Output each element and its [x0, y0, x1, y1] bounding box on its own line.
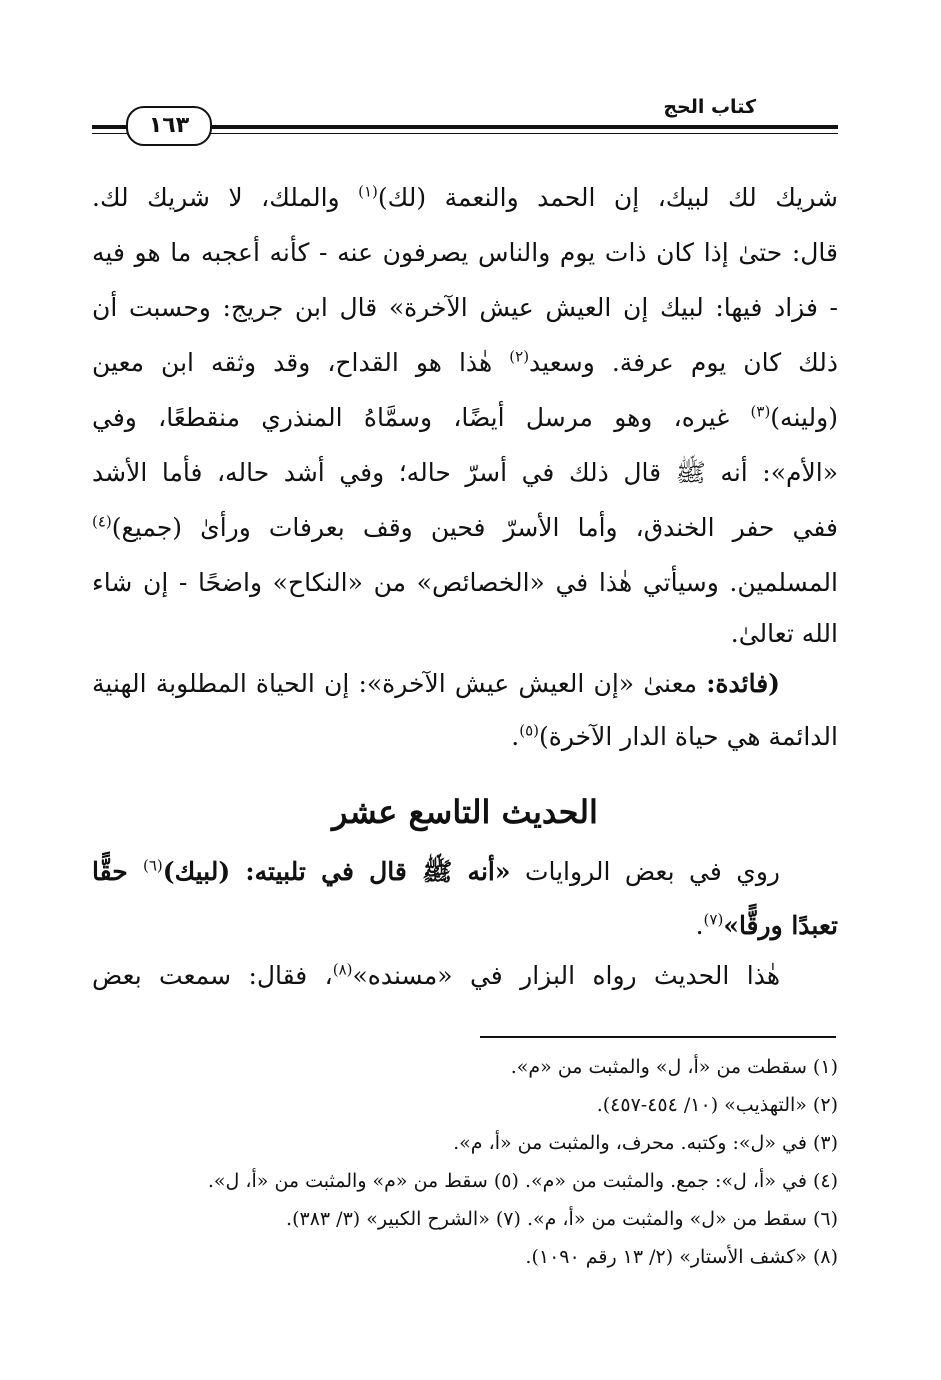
body-line: (فائدة: معنىٰ «إن العيش عيش الآخرة»: إن الحياة المطلوبة الهنية [92, 669, 780, 698]
body-line: روي في بعض الروايات «أنه ﷺ قال في تلبيته: (لبيك)$^{(٦)}$ حقًّا [92, 856, 780, 886]
body-line: الله تعالىٰ. [730, 619, 838, 648]
footnote-ref[interactable]: (٤) [92, 512, 112, 531]
body-line: الدائمة هي حياة الدار الآخرة)$^{(٥)}$. [511, 721, 838, 751]
footnote: (١) سقطت من «أ، ل» والمثبت من «م». [510, 1056, 838, 1078]
footnote-ref[interactable]: (٥) [519, 721, 540, 740]
running-title: كتاب الحج [663, 96, 756, 118]
footnote-ref[interactable]: (٨) [332, 960, 353, 979]
body-line: شريك لك لبيك، إن الحمد والنعمة (لك)$^{(١)}$ والملك، لا شريك لك. [92, 182, 839, 212]
body-line: - فزاد فيها: لبيك إن العيش عيش الآخرة» قال ابن جريج: وحسبت أن [92, 293, 838, 322]
footnote-ref[interactable]: (١) [358, 182, 378, 201]
footnote: (٨) «كشف الأستار» (٢/ ١٣ رقم ١٠٩٠). [525, 1246, 838, 1268]
footnote-ref[interactable]: (٧) [703, 910, 724, 929]
footnote: (٦) سقط من «ل» والمثبت من «أ، م». (٧) «الشرح الكبير» (٣/ ٣٨٣). [286, 1208, 838, 1230]
body-line: ذلك كان يوم عرفة. وسعيد$^{(٢)}$ هٰذا هو القداح، وقد وثقه ابن معين [92, 347, 838, 377]
footnote-ref[interactable]: (٢) [509, 347, 530, 366]
footnote: (٤) في «أ، ل»: جمع. والمثبت من «م». (٥) سقط من «م» والمثبت من «أ، ل». [207, 1170, 838, 1192]
body-line: (ولينه)$^{(٣)}$ غيره، وهو مرسل أيضًا، وسمَّاهُ المنذري منقطعًا، وفي [92, 402, 838, 432]
footnote: (٢) «التهذيب» (١٠/ ٤٥٤-٤٥٧). [596, 1094, 838, 1116]
section-heading: الحديث التاسع عشر [332, 793, 598, 831]
fa-ida-label: (فائدة: [706, 669, 780, 698]
body-line: قال: حتىٰ إذا كان ذات يوم والناس يصرفون عنه - كأنه أعجبه ما هو فيه [92, 238, 838, 267]
body-line: ففي حفر الخندق، وأما الأسرّ فحين وقف بعرفات ورأىٰ (جميع)$^{(٤)}$ [92, 512, 838, 542]
footnote-ref[interactable]: (٣) [750, 402, 771, 421]
page-header [92, 94, 838, 150]
body-line: «الأم»: أنه ﷺ قال ذلك في أسرّ حاله؛ وفي أشد حاله، فأما الأشد [92, 458, 838, 487]
page-number: ١٦٣ [126, 106, 212, 146]
body-line: تعبدًا ورقًّا»$^{(٧)}$. [695, 910, 838, 940]
footnote: (٣) في «ل»: وكتبه. محرف، والمثبت من «أ، م». [453, 1132, 838, 1154]
footnote-separator [480, 1036, 836, 1038]
body-line: هٰذا الحديث رواه البزار في «مسنده»$^{(٨)}$، فقال: سمعت بعض [92, 960, 780, 990]
footnote-ref[interactable]: (٦) [142, 856, 163, 875]
body-line: المسلمين. وسيأتي هٰذا في «الخصائص» من «النكاح» واضحًا - إن شاء [92, 568, 838, 597]
